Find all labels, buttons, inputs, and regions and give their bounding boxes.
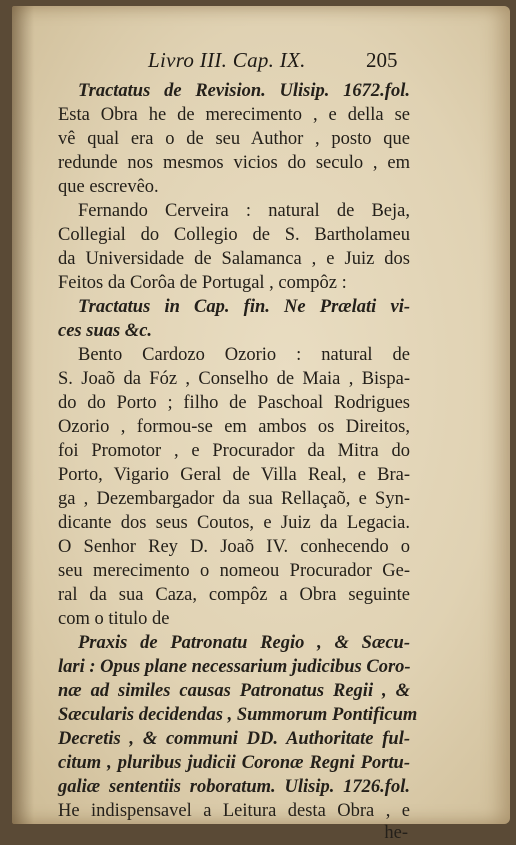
page-number: 205	[366, 48, 398, 72]
text-line: Fernando Cerveira : natural de Beja,	[78, 201, 410, 221]
text-line: Feitos da Corôa de Portugal , compôz :	[58, 273, 347, 293]
text-line: foi Promotor , e Procurador da Mitra do	[58, 441, 410, 461]
text-line: redunde nos mesmos vicios do seculo , em	[58, 153, 410, 173]
text-line: ces suas &c.	[58, 321, 153, 341]
text-line: citum , pluribus judicii Coronæ Regni Portu-	[58, 753, 410, 773]
text-line: dicante dos seus Coutos, e Juiz da Legacia.	[58, 513, 410, 533]
page-gutter-shadow	[12, 6, 34, 824]
text-line: lari : Opus plane necessarium judicibus Coro-	[58, 657, 411, 677]
text-line: S. Joaõ da Fóz , Conselho de Maia , Bispa-	[58, 369, 410, 389]
text-line: que escrevêo.	[58, 177, 159, 197]
text-line: com o titulo de	[58, 609, 170, 629]
text-line: O Senhor Rey D. Joaõ IV. conhecendo o	[58, 537, 410, 557]
text-line: Praxis de Patronatu Regio , & Sæcu-	[78, 633, 410, 653]
text-line: Porto, Vigario Geral de Villa Real, e Bra-	[58, 465, 410, 485]
catchword: he-	[384, 823, 408, 843]
text-line: Collegial do Collegio de S. Bartholameu	[58, 225, 410, 245]
text-line: ga , Dezembargador da sua Rellaçaõ, e Syn-	[58, 489, 410, 509]
text-line: seu merecimento o nomeou Procurador Ge-	[58, 561, 410, 581]
text-line: næ ad similes causas Patronatus Regii , &	[58, 681, 410, 701]
text-line: Ozorio , formou-se em ambos os Direitos,	[58, 417, 410, 437]
text-line: He indispensavel a Leitura desta Obra , e	[58, 801, 410, 821]
text-line: Decretis , & communi DD. Authoritate ful-	[58, 729, 410, 749]
page-header	[0, 48, 516, 78]
text-line: Tractatus de Revision. Ulisip. 1672.fol.	[78, 81, 410, 101]
text-line: galiæ sententiis roboratum. Ulisip. 1726.fol.	[58, 777, 410, 797]
text-line: Tractatus in Cap. fin. Ne Prælati vi-	[78, 297, 410, 317]
running-head: Livro III. Cap. IX.	[148, 48, 306, 72]
text-line: da Universidade de Salamanca , e Juiz dos	[58, 249, 410, 269]
text-line: Sæcularis decidendas , Summorum Pontificum	[58, 705, 418, 725]
text-line: vê qual era o de seu Author , posto que	[58, 129, 410, 149]
text-line: Esta Obra he de merecimento , e della se	[58, 105, 410, 125]
text-line: do do Porto ; filho de Paschoal Rodrigues	[58, 393, 410, 413]
text-line: ral da sua Caza, compôz a Obra seguinte	[58, 585, 410, 605]
text-line: Bento Cardozo Ozorio : natural de	[78, 345, 410, 365]
